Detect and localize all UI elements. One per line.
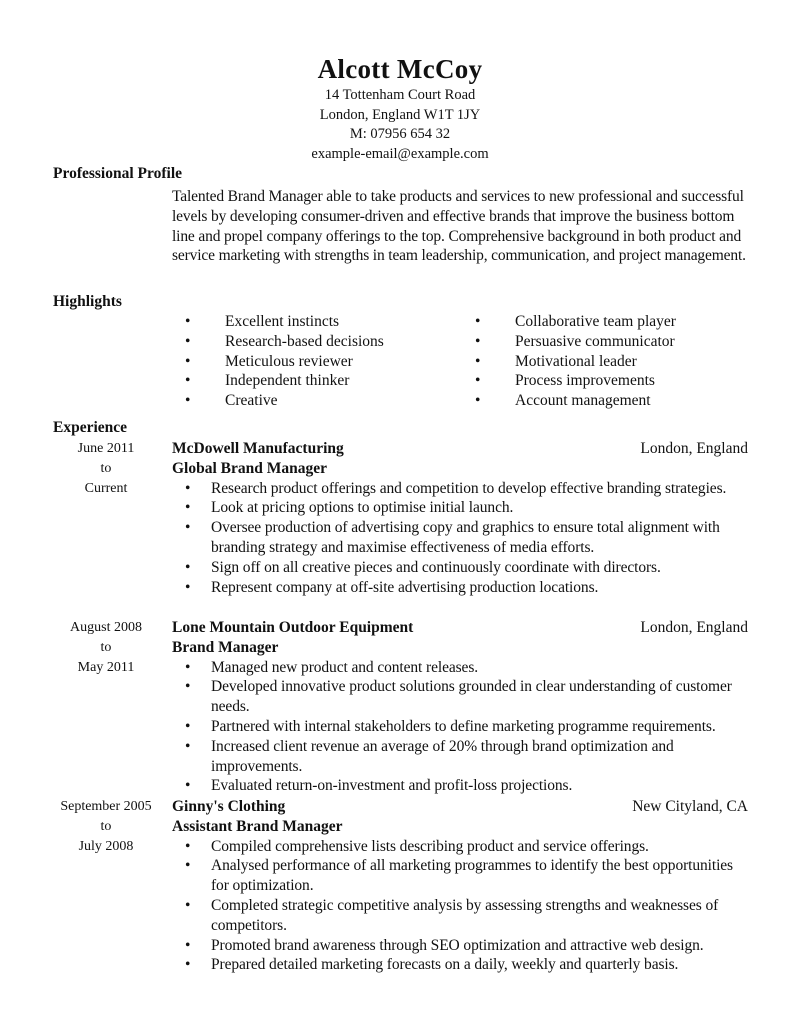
email-address: example-email@example.com xyxy=(311,145,489,162)
job-date-separator: to xyxy=(100,818,112,834)
job-date-separator: to xyxy=(100,639,112,655)
job-company: Lone Mountain Outdoor Equipment xyxy=(172,619,414,636)
job-bullet: • Look at pricing options to optimise initial launch. xyxy=(185,498,745,518)
job-bullets xyxy=(185,479,745,598)
job-bullet: • Evaluated return-on-investment and profit-loss projections. xyxy=(185,776,745,796)
candidate-name: Alcott McCoy xyxy=(317,54,483,84)
job-company: McDowell Manufacturing xyxy=(172,440,344,457)
job-end-date: July 2008 xyxy=(78,838,134,854)
job-start-date: September 2005 xyxy=(60,799,152,814)
job-date-separator: to xyxy=(100,460,112,476)
highlight-item: • Motivational leader xyxy=(475,352,676,372)
job-bullet: • Research product offerings and competition to develop effective branding strategies. xyxy=(185,479,745,499)
job-company: Ginny's Clothing xyxy=(172,798,286,815)
job-location: London, England xyxy=(640,440,748,457)
section-title-highlights: Highlights xyxy=(53,293,122,310)
highlights-list-right xyxy=(475,312,676,411)
address-line-2: London, England W1T 1JY xyxy=(319,106,481,123)
resume-header xyxy=(0,52,800,164)
highlights-list-left xyxy=(185,312,384,411)
job-location: London, England xyxy=(640,619,748,636)
job-bullet: • Managed new product and content releases. xyxy=(185,658,745,678)
address-line-1: 14 Tottenham Court Road xyxy=(324,87,476,103)
job-dates xyxy=(52,439,160,498)
job-bullets xyxy=(185,658,745,797)
job-bullet: • Sign off on all creative pieces and continuously coordinate with directors. xyxy=(185,558,745,578)
job-role: Assistant Brand Manager xyxy=(172,817,343,835)
job-bullet: • Partnered with internal stakeholders to define marketing programme requirements. xyxy=(185,717,745,737)
job-role: Brand Manager xyxy=(172,638,279,656)
job-bullet: • Developed innovative product solutions grounded in clear understanding of customer needs. xyxy=(185,677,745,717)
job-bullets xyxy=(185,837,745,976)
job-dates xyxy=(52,618,160,677)
job-bullet: • Compiled comprehensive lists describing product and service offerings. xyxy=(185,837,745,857)
section-title-profile: Professional Profile xyxy=(53,165,183,182)
highlight-item: • Process improvements xyxy=(475,371,676,391)
job-bullet: • Oversee production of advertising copy and graphics to ensure total alignment with branding strategy and maximise effectiveness of media efforts. xyxy=(185,518,745,558)
job-end-date: Current xyxy=(84,480,128,496)
job-end-date: May 2011 xyxy=(77,659,135,675)
highlight-item: • Creative xyxy=(185,391,384,411)
phone-number: M: 07956 654 32 xyxy=(349,126,451,142)
highlight-item: • Meticulous reviewer xyxy=(185,352,384,372)
job-bullet: • Increased client revenue an average of 20% through brand optimization and improvements. xyxy=(185,737,745,777)
job-role: Global Brand Manager xyxy=(172,459,328,477)
section-title-experience: Experience xyxy=(53,419,128,436)
highlight-item: • Persuasive communicator xyxy=(475,332,676,352)
job-start-date: August 2008 xyxy=(70,620,142,635)
highlight-item: • Account management xyxy=(475,391,676,411)
profile-summary: Talented Brand Manager able to take products and services to new professional and successful levels by developing consumer-driven and effective brands that improve the business bottom line and propel company offerings to the top. Comprehensive background in both product and service marketing with strengths in team leadership, communication, and project management. xyxy=(172,188,746,265)
job-location: New Cityland, CA xyxy=(632,798,748,815)
highlight-item: • Research-based decisions xyxy=(185,332,384,352)
job-bullet: • Analysed performance of all marketing programmes to identify the best opportunities for optimization. xyxy=(185,856,745,896)
highlight-item: • Independent thinker xyxy=(185,371,384,391)
job-bullet: • Completed strategic competitive analysis by assessing strengths and weaknesses of competitors. xyxy=(185,896,745,936)
job-bullet: • Prepared detailed marketing forecasts on a daily, weekly and quarterly basis. xyxy=(185,955,745,975)
highlight-item: • Collaborative team player xyxy=(475,312,676,332)
job-bullet: • Represent company at off-site advertising production locations. xyxy=(185,578,745,598)
job-bullet: • Promoted brand awareness through SEO optimization and attractive web design. xyxy=(185,936,745,956)
highlight-item: • Excellent instincts xyxy=(185,312,384,332)
job-start-date: June 2011 xyxy=(77,441,135,456)
job-dates xyxy=(52,797,160,856)
